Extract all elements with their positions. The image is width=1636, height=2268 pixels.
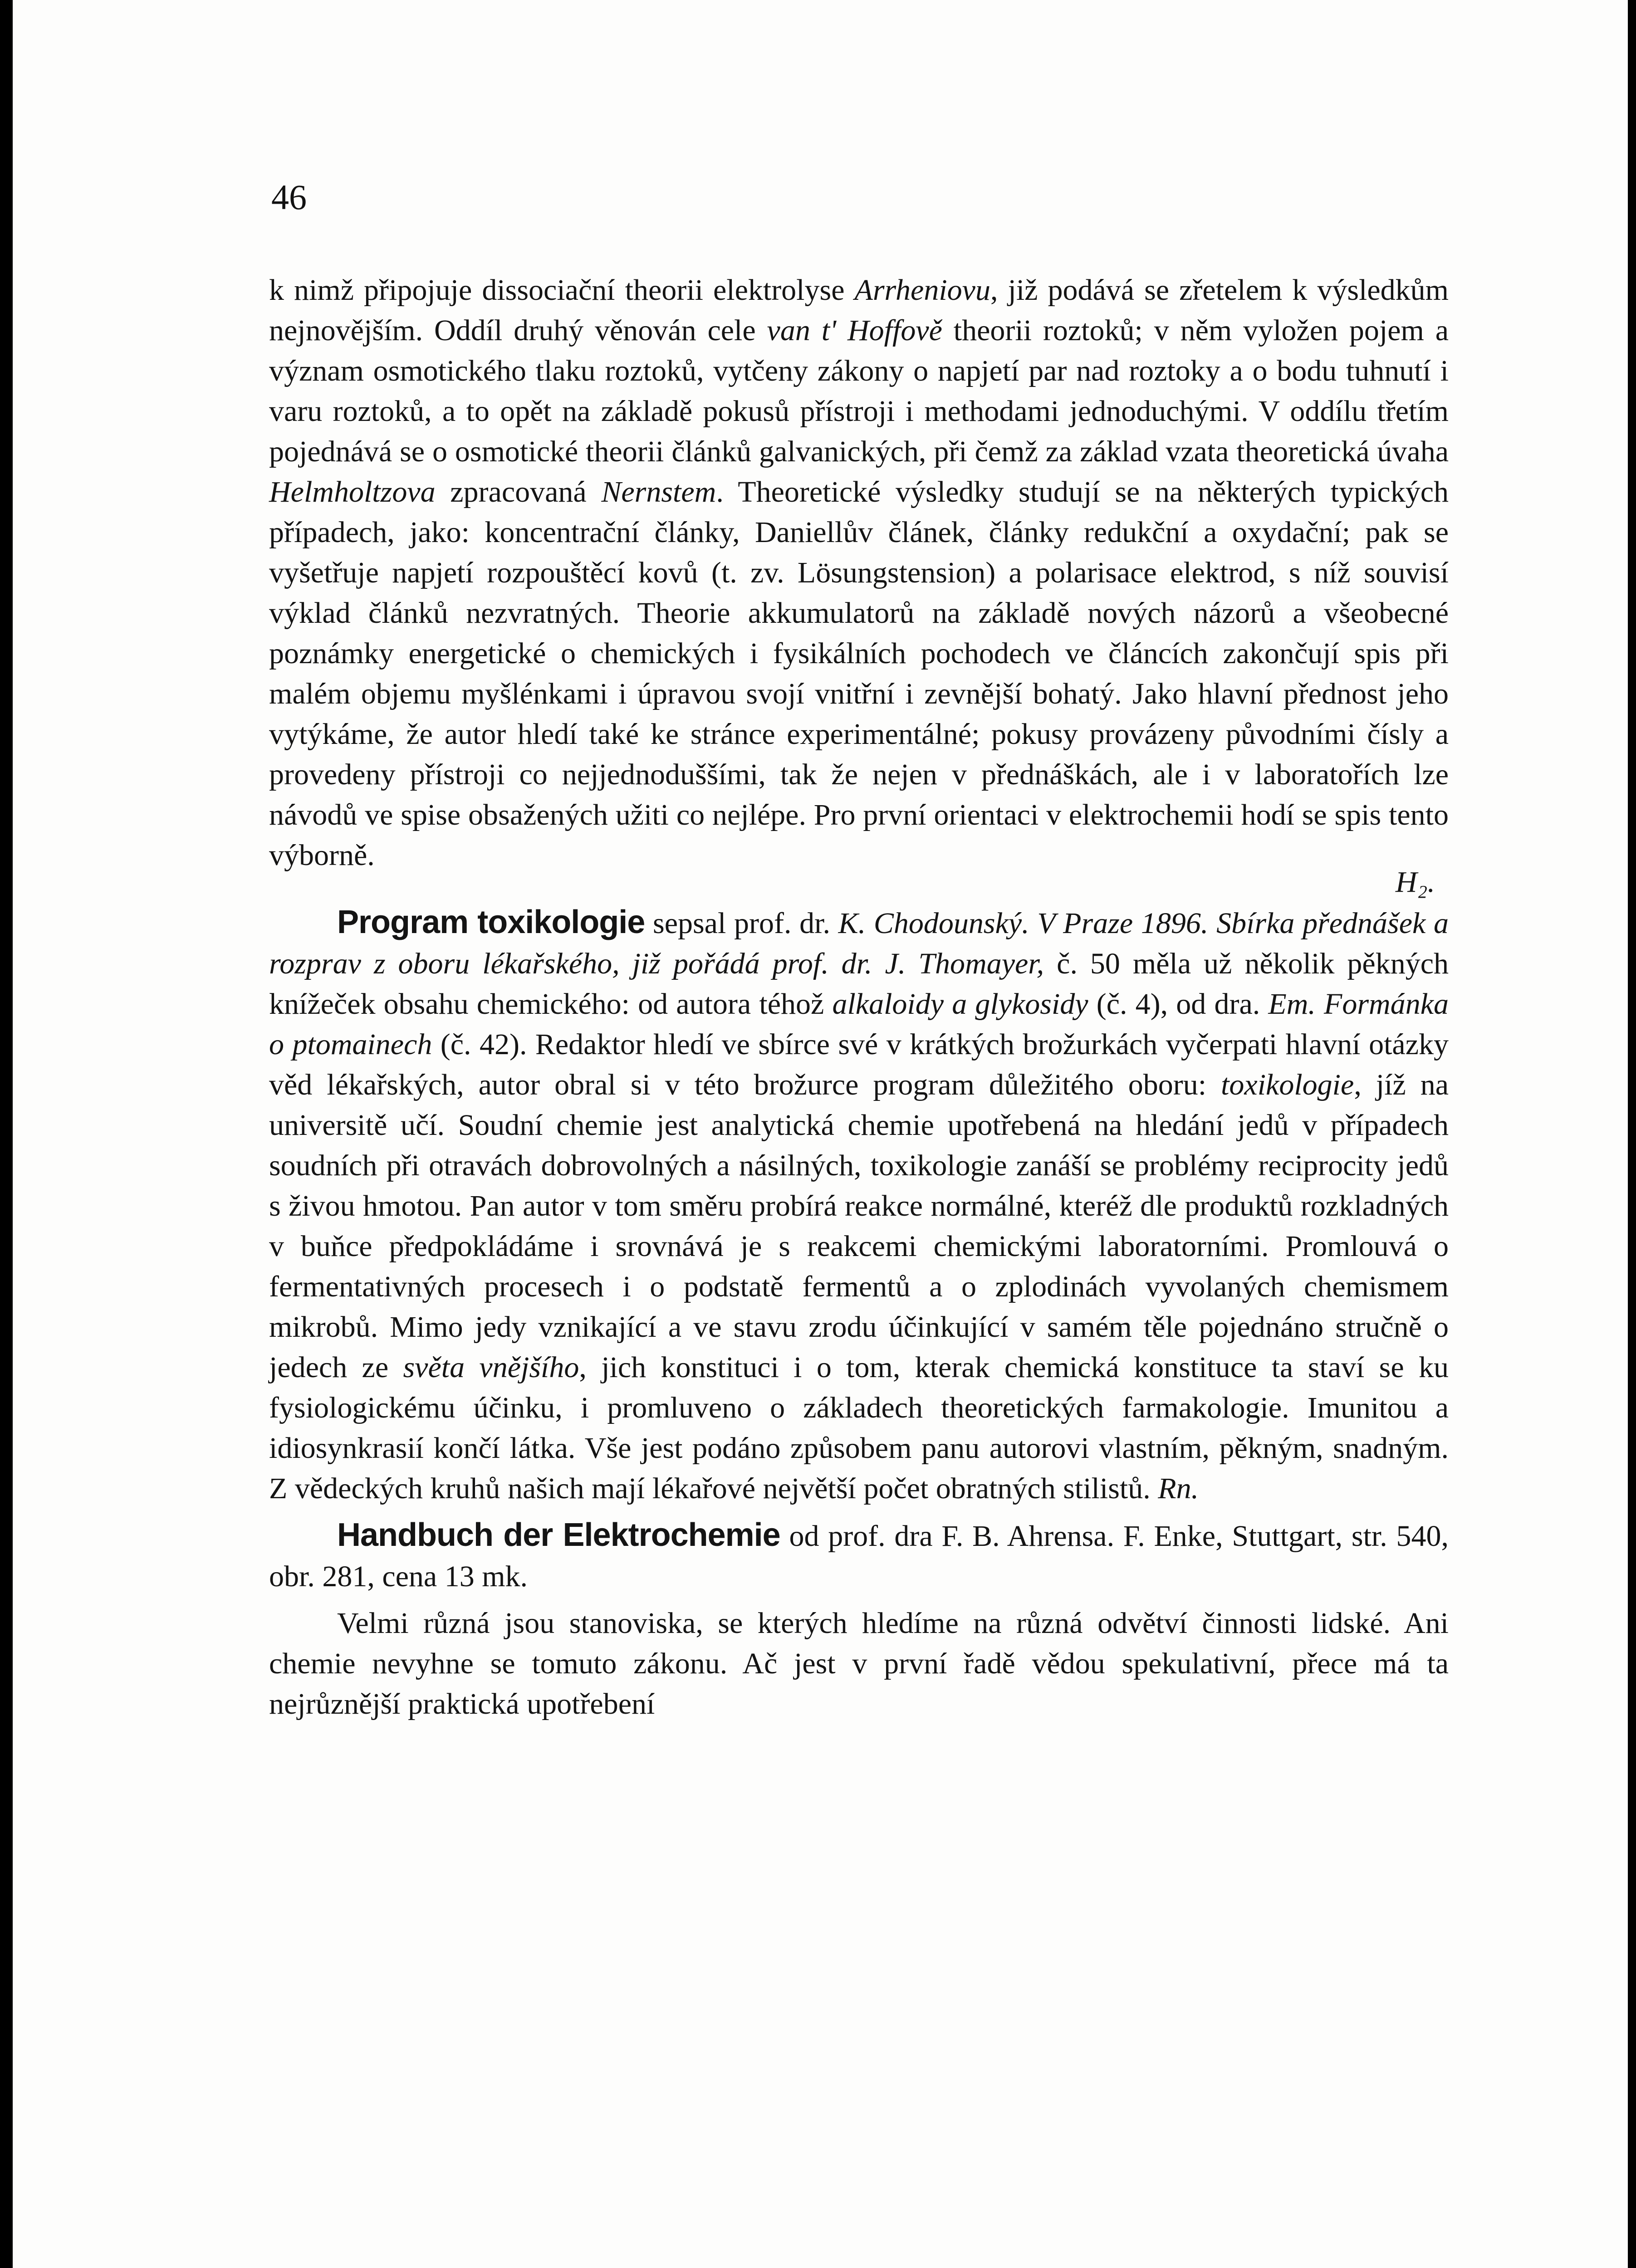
article-3-heading-paragraph: Handbuch der Elektrochemie od prof. dra F. B. Ahrensa. F. Enke, Stuttgart, str. 540, obr. 281, cena 13 mk. <box>269 1517 1449 1593</box>
article-1-signature: H₂. <box>1395 865 1435 899</box>
article-2-author: K. Chodounský. V Praze 1896. <box>838 907 1209 940</box>
page-number: 46 <box>271 177 307 217</box>
article-2-paragraph: Program toxikologie sepsal prof. dr. K. Chodounský. V Praze 1896. Sbírka přednášek a rozprav z oboru lékařského, již pořádá prof. dr. J. Thomayer, č. 50 měla už několik pěkných knížeček obsahu chemického: od autora téhož alkaloidy a glykosidy (č. 4), od dra. Em. Formánka o ptomainech (č. 42). Redaktor hledí ve sbírce své v krátkých brožurkách vyčerpati hlavní otázky věd lékařských, autor obral si v této brožurce program důležitého oboru: toxikologie, jíž na universitě učí. Soudní chemie jest analytická chemie upotřebená na hledání jedů v případech soudních při otravách dobrovolných a násilných, toxikologie zanáší se problémy reciprocity jedů s živou hmotou. Pan autor v tom směru probírá reakce normálné, kteréž dle produktů rozkladných v buňce předpokládáme i srovnává je s reakcemi chemickými laboratorními. Promlouvá o fermentativných procesech i o podstatě fermentů a o zplodinách vyvolaných chemismem mikrobů. Mimo jedy vznikající a ve stavu zrodu účinkující v samém těle pojednáno stručně o jedech ze světa vnějšího, jich konstituci i o tom, kterak chemická konstituce ta staví se ku fysiologickému účinku, i promluveno o základech theoretických farmakologie. Imunitou a idiosynkrasií končí látka. Vše jest podáno způsobem panu autorovi vlastním, pěkným, snadným. Z vědeckých kruhů našich mají lékařové největší počet obratných stilistů. Rn. <box>269 904 1449 1505</box>
article-1-paragraph: k nimž připojuje dissociační theorii elektrolyse Arrheniovu, již podává se zřetelem k výsledkům nejnovějším. Oddíl druhý věnován cele van t' Hoffově theorii roztoků; v něm vyložen pojem a význam osmotického tlaku roztoků, vytčeny zákony o napjetí par nad roztoky a o bodu tuhnutí i varu roztoků, a to opět na základě pokusů přístroji i methodami jednoduchými. V oddílu třetím pojednává se o osmotické theorii článků galvanických, při čemž za základ vzata theoretická úvaha Helmholtzova zpracovaná Nernstem. Theoretické výsledky studují se na některých typických případech, jako: koncentrační články, Daniellův článek, články redukční a oxydační; pak se vyšetřuje napjetí rozpouštěcí kovů (t. zv. Lösungstension) a polarisace elektrod, s níž souvisí výklad článků nezvratných. Theorie akkumulatorů na základě nových názorů a všeobecné poznámky energetické o chemických i fysikálních pochodech ve článcích zakončují spis při malém objemu myšlénkami i úpravou svojí vnitřní i zevnější bohatý. Jako hlavní přednost jeho vytýkáme, že autor hledí také ke stránce experimentálné; pokusy provázeny původními čísly a provedeny přístroji co nejjednoduššími, tak že nejen v přednáškách, ale i v laboratořích lze návodů ve spise obsažených užiti co nejlépe. Pro první orientaci v elektrochemii hodí se spis tento výborně. <box>269 274 1449 872</box>
article-3-paragraph: Velmi různá jsou stanoviska, se kterých hledíme na různá odvětví činnosti lidské. Ani chemie nevyhne se tomuto zákonu. Ač jest v první řadě vědou spekulativní, přece má ta nejrůznější praktická upotřebení <box>269 1607 1449 1721</box>
article-2-title: Program toxikologie <box>337 904 645 940</box>
helmholtz-name: Helmholtzova <box>269 475 436 508</box>
article-3-title: Handbuch der Elektrochemie <box>337 1517 780 1553</box>
vant-hoff-name: van t' Hoffově <box>767 314 942 347</box>
article-2-series: Sbírka přednášek a rozprav z oboru lékařského, již pořádá prof. dr. J. Thomayer, <box>269 907 1449 980</box>
document-page <box>13 0 1628 2268</box>
text-column <box>269 270 1449 1724</box>
arrhenius-name: Arrheniovu <box>854 274 990 307</box>
nernst-name: Nernstem <box>601 475 716 508</box>
article-2-signature: Rn. <box>1158 1472 1199 1505</box>
